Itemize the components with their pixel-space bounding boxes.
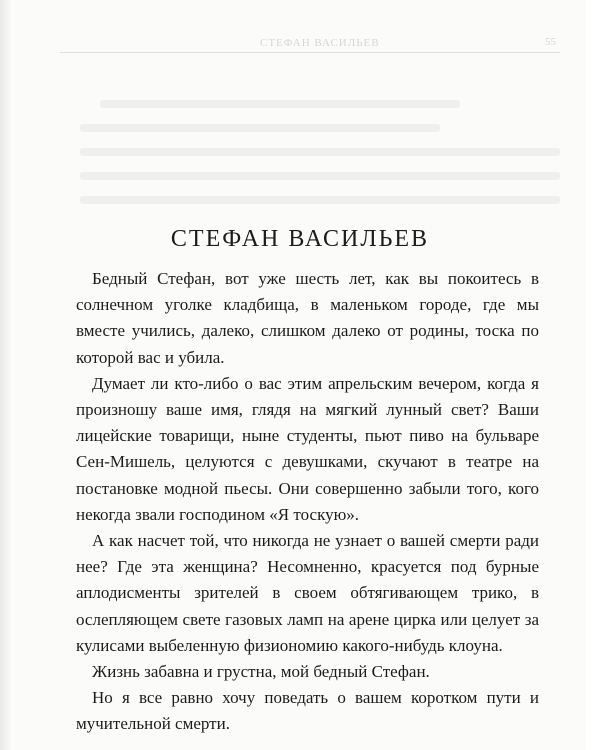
bleed-through-line (80, 148, 560, 156)
paragraph: Думает ли кто-либо о вас этим апрельским вечером, когда я произношу ваше имя, глядя на мягкий лунный свет? Ваши лицейские товарищи, ныне студенты, пьют пиво на бульваре Сен-Мишель, целуются с девушками, скучают в театре на постановке модной пьесы. Они совершенно забыли того, кого некогда звали господином «Я тоскую». (76, 373, 539, 524)
page-edge-shadow (0, 0, 14, 750)
paragraph: Бедный Стефан, вот уже шесть лет, как вы покоитесь в солнечном уголке кладбища, в маленьком городе, где мы вместе учились, далеко, слишком далеко от родины, тоска по которой вас и убила. (76, 269, 539, 367)
bleed-through-line (80, 124, 440, 132)
bleed-through-line (80, 196, 560, 204)
chapter-title: СТЕФАН ВАСИЛЬЕВ (170, 226, 430, 252)
body-text (76, 266, 539, 738)
bleed-through-line (100, 100, 460, 108)
page-number: 55 (545, 36, 556, 48)
paragraph: А как насчет той, что никогда не узнает о вашей смерти ради нее? Где эта женщина? Несомненно, красуется под бурные аплодисменты зрителей в своем обтягивающем трико, в ослепляющем свете газовых ламп на арене цирка или целует за кулисами выбеленную физиономию какого-нибудь клоуна. (76, 531, 539, 655)
bleed-through-line (80, 172, 560, 180)
paragraph: Жизнь забавна и грустна, мой бедный Стефан. (92, 662, 430, 682)
running-header-title: СТЕФАН ВАСИЛЬЕВ (260, 37, 380, 49)
running-header (60, 36, 560, 53)
paragraph: Но я все равно хочу поведать о вашем коротком пути и мучительной смерти. (76, 688, 539, 734)
